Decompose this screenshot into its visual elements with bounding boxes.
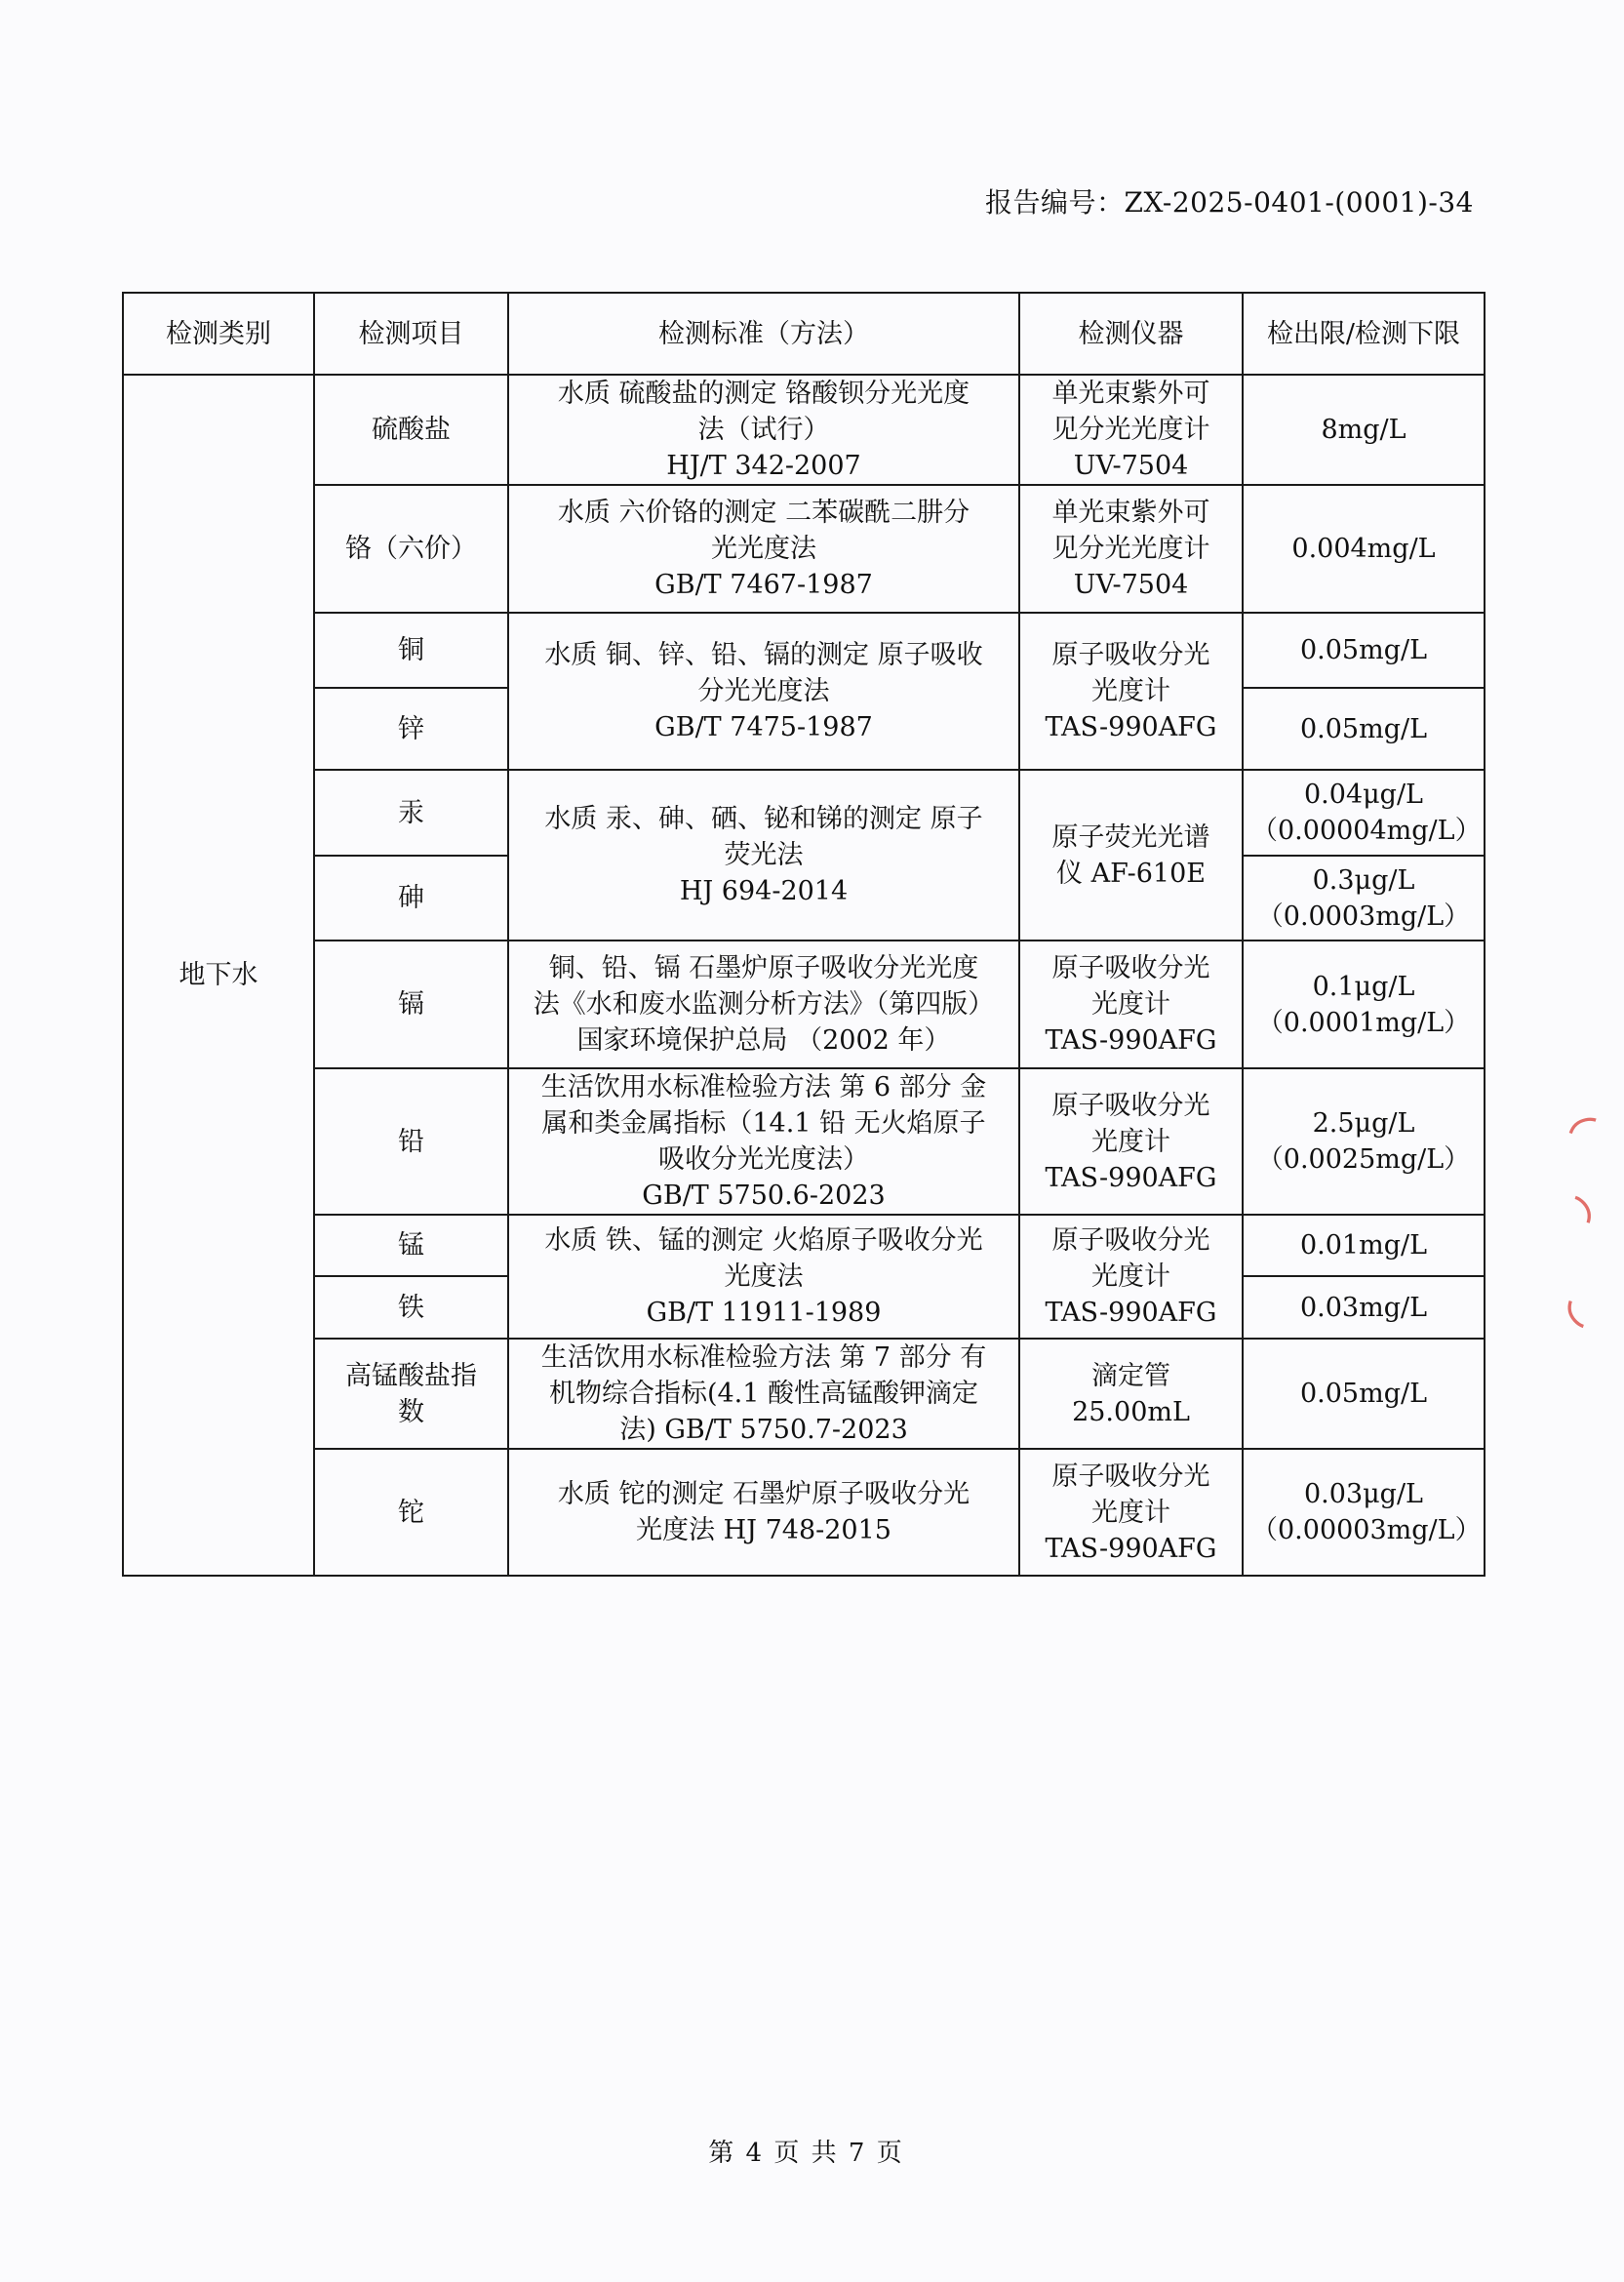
instrument-line: 原子吸收分光 xyxy=(1051,1090,1210,1121)
header-item: 检测项目 xyxy=(314,293,508,375)
instrument-line: 滴定管 xyxy=(1091,1360,1170,1391)
limit-cell xyxy=(1243,1276,1485,1339)
header-category: 检测类别 xyxy=(123,293,314,375)
standard-line: 属和类金属指标（14.1 铅 无火焰原子 xyxy=(541,1108,986,1139)
limit-line: 2.5μg/L xyxy=(1312,1108,1415,1139)
standard-line: 水质 硫酸盐的测定 铬酸钡分光光度 xyxy=(557,379,970,409)
seal-mark: ◜ xyxy=(1560,1096,1602,1167)
page-number-footer: 第 4 页 共 7 页 xyxy=(708,2139,904,2168)
instrument-line: 原子吸收分光 xyxy=(1051,953,1210,983)
instrument-cell xyxy=(1019,1449,1243,1576)
standard-line: 分光光度法 xyxy=(697,676,830,706)
standard-line: 光度法 HJ 748-2015 xyxy=(636,1515,891,1545)
item-line: 铅 xyxy=(398,1126,424,1157)
standard-line: 法（试行） xyxy=(697,415,830,445)
standard-cell xyxy=(508,1068,1019,1215)
limit-line: 0.03mg/L xyxy=(1299,1292,1428,1323)
item-line: 高锰酸盐指 xyxy=(345,1360,477,1391)
item-line: 铜 xyxy=(398,635,424,665)
standard-line: 水质 铊的测定 石墨炉原子吸收分光 xyxy=(557,1479,970,1509)
item-line: 数 xyxy=(398,1396,424,1427)
test-standards-table xyxy=(122,292,1485,1577)
limit-line: 0.1μg/L xyxy=(1312,971,1415,1002)
limit-line: （0.0025mg/L） xyxy=(1256,1144,1471,1175)
item-cell xyxy=(314,856,508,941)
table-row xyxy=(123,613,1485,688)
item-cell xyxy=(314,941,508,1068)
standard-line: GB/T 5750.6-2023 xyxy=(642,1181,886,1211)
item-line: 锰 xyxy=(398,1230,424,1261)
header-standard: 检测标准（方法） xyxy=(508,293,1019,375)
standard-line: 机物综合指标(4.1 酸性高锰酸钾滴定 xyxy=(548,1379,979,1409)
table-row xyxy=(123,1339,1485,1449)
instrument-line: 光度计 xyxy=(1091,1126,1170,1157)
limit-cell xyxy=(1243,770,1485,856)
limit-cell xyxy=(1243,688,1485,770)
standard-line: 光度法 xyxy=(724,1261,804,1292)
table-row xyxy=(123,941,1485,1068)
category-cell: 地下水 xyxy=(123,375,314,1576)
item-cell xyxy=(314,485,508,613)
standard-line: 法) GB/T 5750.7-2023 xyxy=(619,1415,908,1445)
instrument-line: 原子荧光光谱 xyxy=(1051,821,1210,853)
standard-line: 水质 汞、砷、硒、铋和锑的测定 原子 xyxy=(544,804,983,834)
limit-line: 0.3μg/L xyxy=(1312,864,1415,896)
instrument-line: UV-7504 xyxy=(1073,451,1189,481)
standard-cell xyxy=(508,1215,1019,1339)
item-cell xyxy=(314,1068,508,1215)
standard-line: 铜、铅、镉 石墨炉原子吸收分光光度 xyxy=(548,953,979,983)
table-row xyxy=(123,1215,1485,1276)
red-seal-stamp xyxy=(1560,1093,1612,1444)
item-line: 汞 xyxy=(398,797,424,828)
instrument-line: 25.00mL xyxy=(1072,1396,1190,1427)
instrument-line: 光度计 xyxy=(1091,1261,1170,1292)
limit-line: 0.004mg/L xyxy=(1291,534,1436,564)
table-row xyxy=(123,770,1485,856)
item-line: 铁 xyxy=(398,1292,424,1323)
instrument-line: 见分光光度计 xyxy=(1051,415,1210,445)
instrument-cell xyxy=(1019,375,1243,485)
limit-line: 0.03μg/L xyxy=(1304,1479,1423,1509)
limit-line: 0.05mg/L xyxy=(1299,635,1428,665)
table-header-row xyxy=(123,293,1485,375)
standard-line: 法《水和废水监测分析方法》（第四版） xyxy=(533,989,995,1020)
report-number: 报告编号：ZX-2025-0401-(0001)-34 xyxy=(985,186,1474,219)
limit-cell xyxy=(1243,375,1485,485)
limit-cell xyxy=(1243,1068,1485,1215)
instrument-line: 原子吸收分光 xyxy=(1051,1461,1210,1492)
standard-cell xyxy=(508,485,1019,613)
standard-line: 水质 铜、锌、铅、镉的测定 原子吸收 xyxy=(544,640,983,670)
item-cell xyxy=(314,1276,508,1339)
instrument-line: 见分光光度计 xyxy=(1051,534,1210,564)
standard-cell xyxy=(508,613,1019,770)
limit-line: 8mg/L xyxy=(1321,415,1406,445)
table-row xyxy=(123,1068,1485,1215)
header-limit: 检出限/检测下限 xyxy=(1243,293,1485,375)
standard-cell xyxy=(508,1449,1019,1576)
instrument-line: 光度计 xyxy=(1091,1497,1170,1528)
limit-cell xyxy=(1243,485,1485,613)
instrument-line: TAS-990AFG xyxy=(1045,1298,1217,1328)
standard-line: 光光度法 xyxy=(711,534,816,564)
standard-line: HJ/T 342-2007 xyxy=(666,451,861,481)
item-cell xyxy=(314,688,508,770)
header-instrument: 检测仪器 xyxy=(1019,293,1243,375)
instrument-cell xyxy=(1019,1068,1243,1215)
instrument-line: 单光束紫外可 xyxy=(1051,498,1210,528)
item-line: 镉 xyxy=(398,989,424,1020)
item-cell xyxy=(314,1215,508,1276)
instrument-line: 单光束紫外可 xyxy=(1051,379,1210,409)
item-line: 锌 xyxy=(398,713,424,744)
instrument-line: UV-7504 xyxy=(1073,570,1189,600)
instrument-line: TAS-990AFG xyxy=(1045,1162,1217,1193)
limit-line: （0.00003mg/L） xyxy=(1251,1515,1482,1545)
instrument-cell xyxy=(1019,1339,1243,1449)
standard-line: GB/T 7475-1987 xyxy=(654,712,873,742)
standard-line: 生活饮用水标准检验方法 第 7 部分 有 xyxy=(540,1342,987,1373)
standard-cell xyxy=(508,941,1019,1068)
standard-line: HJ 694-2014 xyxy=(679,876,849,906)
limit-line: 0.01mg/L xyxy=(1299,1230,1428,1261)
limit-cell xyxy=(1243,1449,1485,1576)
standard-cell xyxy=(508,770,1019,941)
item-cell xyxy=(314,1339,508,1449)
limit-cell xyxy=(1243,1215,1485,1276)
limit-line: （0.0001mg/L） xyxy=(1256,1007,1471,1038)
instrument-line: 原子吸收分光 xyxy=(1051,1225,1210,1256)
instrument-line: TAS-990AFG xyxy=(1045,1025,1217,1056)
standard-line: 生活饮用水标准检验方法 第 6 部分 金 xyxy=(540,1072,987,1102)
instrument-cell xyxy=(1019,613,1243,770)
instrument-cell xyxy=(1019,485,1243,613)
standard-line: 国家环境保护总局 （2002 年） xyxy=(576,1025,951,1056)
standard-line: 水质 六价铬的测定 二苯碳酰二肼分 xyxy=(557,498,970,528)
item-line: 铊 xyxy=(398,1497,424,1528)
table-row xyxy=(123,375,1485,485)
limit-line: 0.05mg/L xyxy=(1299,1379,1428,1409)
instrument-line: TAS-990AFG xyxy=(1045,712,1217,742)
limit-cell xyxy=(1243,856,1485,941)
instrument-line: TAS-990AFG xyxy=(1045,1533,1217,1564)
instrument-cell xyxy=(1019,1215,1243,1339)
standard-cell xyxy=(508,375,1019,485)
limit-cell xyxy=(1243,613,1485,688)
standard-cell xyxy=(508,1339,1019,1449)
limit-line: （0.0003mg/L） xyxy=(1256,901,1471,932)
item-cell xyxy=(314,375,508,485)
standard-line: 水质 铁、锰的测定 火焰原子吸收分光 xyxy=(544,1225,983,1256)
limit-line: （0.00004mg/L） xyxy=(1251,816,1482,846)
item-cell xyxy=(314,613,508,688)
item-line: 砷 xyxy=(398,883,424,913)
instrument-line: 光度计 xyxy=(1091,989,1170,1020)
standard-line: 吸收分光光度法） xyxy=(658,1144,869,1175)
item-cell xyxy=(314,770,508,856)
table-row xyxy=(123,485,1485,613)
instrument-cell xyxy=(1019,770,1243,941)
standard-line: 荧光法 xyxy=(724,840,804,870)
instrument-line: 原子吸收分光 xyxy=(1051,640,1210,670)
item-line: 硫酸盐 xyxy=(372,415,451,445)
limit-cell xyxy=(1243,941,1485,1068)
table-row xyxy=(123,1449,1485,1576)
item-line: 铬（六价） xyxy=(345,534,477,564)
limit-line: 0.04μg/L xyxy=(1304,780,1423,810)
limit-cell xyxy=(1243,1339,1485,1449)
item-cell xyxy=(314,1449,508,1576)
instrument-line: 光度计 xyxy=(1091,676,1170,706)
limit-line: 0.05mg/L xyxy=(1299,713,1428,744)
instrument-line: 仪 AF-610E xyxy=(1056,858,1206,889)
standard-line: GB/T 11911-1989 xyxy=(646,1298,882,1328)
seal-mark: ◟ xyxy=(1560,1263,1602,1335)
instrument-cell xyxy=(1019,941,1243,1068)
standard-line: GB/T 7467-1987 xyxy=(654,570,873,600)
seal-mark: ◝ xyxy=(1560,1180,1602,1251)
